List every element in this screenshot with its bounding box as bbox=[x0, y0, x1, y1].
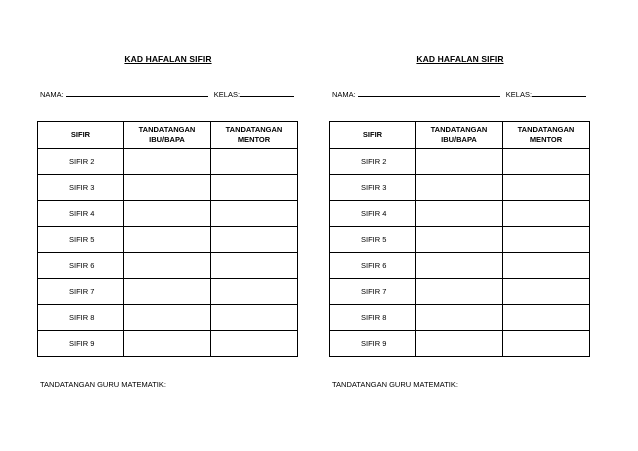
mentor-signature-cell[interactable] bbox=[503, 149, 590, 175]
table-row bbox=[330, 253, 590, 279]
sifir-label: SIFIR 8 bbox=[330, 305, 416, 331]
sifir-label: SIFIR 3 bbox=[330, 175, 416, 201]
header-mentor-signature: TANDATANGAN MENTOR bbox=[503, 122, 590, 149]
parent-signature-cell[interactable] bbox=[416, 227, 503, 253]
sifir-label: SIFIR 7 bbox=[330, 279, 416, 305]
table-row bbox=[38, 149, 298, 175]
hafalan-card-right bbox=[329, 0, 591, 451]
sifir-label: SIFIR 5 bbox=[38, 227, 124, 253]
table-row bbox=[38, 305, 298, 331]
sifir-label: SIFIR 6 bbox=[330, 253, 416, 279]
parent-signature-cell[interactable] bbox=[416, 149, 503, 175]
parent-signature-cell[interactable] bbox=[416, 253, 503, 279]
mentor-signature-cell[interactable] bbox=[211, 201, 298, 227]
signature-table bbox=[37, 121, 298, 357]
mentor-signature-cell[interactable] bbox=[503, 331, 590, 357]
mentor-signature-cell[interactable] bbox=[211, 253, 298, 279]
signature-table bbox=[329, 121, 590, 357]
sifir-label: SIFIR 6 bbox=[38, 253, 124, 279]
parent-signature-cell[interactable] bbox=[124, 253, 211, 279]
hafalan-card-left bbox=[37, 0, 299, 451]
mentor-signature-cell[interactable] bbox=[503, 175, 590, 201]
nama-field[interactable] bbox=[66, 89, 208, 97]
table-row bbox=[330, 331, 590, 357]
sifir-label: SIFIR 2 bbox=[330, 149, 416, 175]
table-row bbox=[330, 279, 590, 305]
mentor-signature-cell[interactable] bbox=[503, 253, 590, 279]
card-title: KAD HAFALAN SIFIR bbox=[124, 54, 212, 64]
parent-signature-cell[interactable] bbox=[124, 175, 211, 201]
table-row bbox=[330, 175, 590, 201]
mentor-signature-cell[interactable] bbox=[503, 279, 590, 305]
sifir-label: SIFIR 4 bbox=[330, 201, 416, 227]
kelas-field[interactable] bbox=[240, 89, 294, 97]
name-class-row bbox=[40, 89, 294, 99]
parent-signature-cell[interactable] bbox=[416, 175, 503, 201]
sifir-label: SIFIR 5 bbox=[330, 227, 416, 253]
table-row bbox=[330, 227, 590, 253]
table-row bbox=[38, 253, 298, 279]
name-class-row bbox=[332, 89, 586, 99]
table-row bbox=[38, 175, 298, 201]
card-title: KAD HAFALAN SIFIR bbox=[416, 54, 504, 64]
mentor-signature-cell[interactable] bbox=[211, 279, 298, 305]
parent-signature-cell[interactable] bbox=[416, 279, 503, 305]
mentor-signature-cell[interactable] bbox=[211, 149, 298, 175]
header-parent-signature: TANDATANGAN IBU/BAPA bbox=[416, 122, 503, 149]
table-row bbox=[330, 201, 590, 227]
mentor-signature-cell[interactable] bbox=[503, 227, 590, 253]
kelas-label: KELAS: bbox=[505, 90, 533, 99]
table-row bbox=[38, 279, 298, 305]
mentor-signature-cell[interactable] bbox=[211, 227, 298, 253]
table-row bbox=[38, 201, 298, 227]
parent-signature-cell[interactable] bbox=[416, 201, 503, 227]
mentor-signature-cell[interactable] bbox=[211, 331, 298, 357]
parent-signature-cell[interactable] bbox=[124, 305, 211, 331]
parent-signature-cell[interactable] bbox=[416, 331, 503, 357]
parent-signature-cell[interactable] bbox=[124, 331, 211, 357]
sifir-label: SIFIR 4 bbox=[38, 201, 124, 227]
parent-signature-cell[interactable] bbox=[416, 305, 503, 331]
nama-field[interactable] bbox=[358, 89, 500, 97]
parent-signature-cell[interactable] bbox=[124, 279, 211, 305]
header-sifir: SIFIR bbox=[38, 122, 124, 149]
sifir-label: SIFIR 2 bbox=[38, 149, 124, 175]
table-header-row bbox=[38, 122, 298, 149]
sifir-label: SIFIR 7 bbox=[38, 279, 124, 305]
sifir-label: SIFIR 3 bbox=[38, 175, 124, 201]
table-row bbox=[38, 227, 298, 253]
table-row bbox=[330, 149, 590, 175]
sifir-label: SIFIR 9 bbox=[330, 331, 416, 357]
header-mentor-signature: TANDATANGAN MENTOR bbox=[211, 122, 298, 149]
table-header-row bbox=[330, 122, 590, 149]
header-parent-signature: TANDATANGAN IBU/BAPA bbox=[124, 122, 211, 149]
sifir-label: SIFIR 8 bbox=[38, 305, 124, 331]
mentor-signature-cell[interactable] bbox=[211, 175, 298, 201]
nama-label: NAMA: bbox=[332, 90, 356, 99]
parent-signature-cell[interactable] bbox=[124, 149, 211, 175]
teacher-signature-label: TANDATANGAN GURU MATEMATIK: bbox=[40, 380, 166, 389]
nama-label: NAMA: bbox=[40, 90, 64, 99]
teacher-signature-label: TANDATANGAN GURU MATEMATIK: bbox=[332, 380, 458, 389]
mentor-signature-cell[interactable] bbox=[503, 201, 590, 227]
parent-signature-cell[interactable] bbox=[124, 227, 211, 253]
sifir-label: SIFIR 9 bbox=[38, 331, 124, 357]
kelas-field[interactable] bbox=[532, 89, 586, 97]
kelas-label: KELAS: bbox=[213, 90, 241, 99]
header-sifir: SIFIR bbox=[330, 122, 416, 149]
mentor-signature-cell[interactable] bbox=[211, 305, 298, 331]
table-row bbox=[38, 331, 298, 357]
table-row bbox=[330, 305, 590, 331]
parent-signature-cell[interactable] bbox=[124, 201, 211, 227]
mentor-signature-cell[interactable] bbox=[503, 305, 590, 331]
